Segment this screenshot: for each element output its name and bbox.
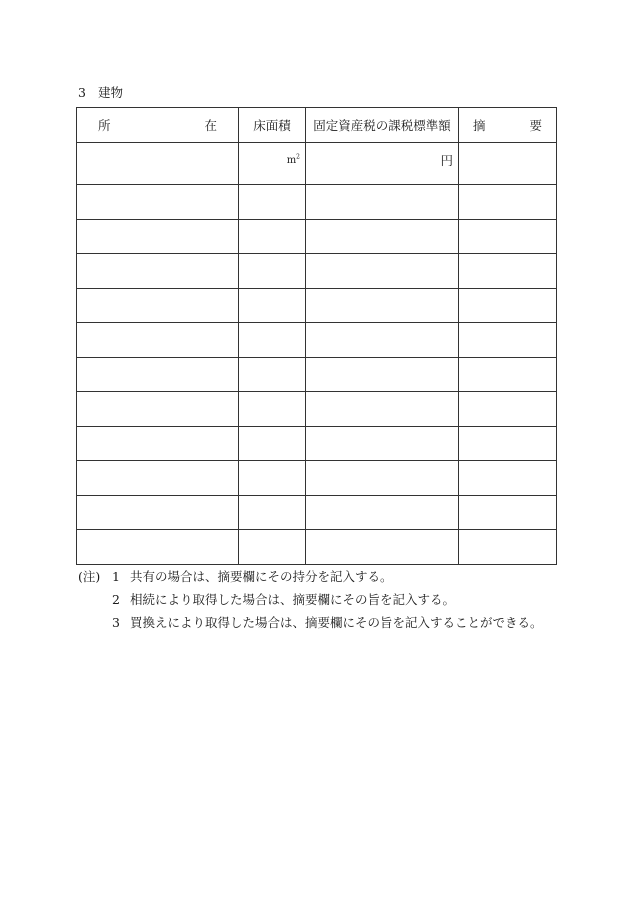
location-cell[interactable] [77,142,239,185]
floor-area-cell[interactable] [239,530,306,565]
tax-base-cell[interactable] [306,142,459,185]
header-summary-1: 摘 [473,117,486,133]
note-number: 1 [112,569,120,584]
floor-area-cell[interactable] [239,254,306,289]
summary-cell[interactable] [459,254,557,289]
floor-area-cell[interactable] [239,426,306,461]
table-row [77,185,557,220]
location-cell[interactable] [77,461,239,496]
summary-cell[interactable] [459,357,557,392]
table-row [77,219,557,254]
tax-base-cell[interactable] [306,530,459,565]
section-number: 3 [78,85,86,100]
floor-area-cell[interactable] [239,219,306,254]
tax-base-cell[interactable] [306,495,459,530]
tax-base-cell[interactable] [306,357,459,392]
tax-base-cell[interactable] [306,323,459,358]
building-table [76,107,557,565]
summary-cell[interactable] [459,426,557,461]
area-unit: $m^2$ [286,153,300,166]
tax-base-cell[interactable] [306,185,459,220]
floor-area-cell[interactable] [239,461,306,496]
header-location-1: 所 [98,117,111,133]
tax-base-cell[interactable] [306,392,459,427]
location-cell[interactable] [77,323,239,358]
location-cell[interactable] [77,426,239,461]
summary-cell[interactable] [459,495,557,530]
location-cell[interactable] [77,219,239,254]
note-item [78,588,543,611]
header-summary-2: 要 [529,117,542,133]
floor-area-cell[interactable] [239,357,306,392]
tax-base-cell[interactable] [306,461,459,496]
section-label: 建物 [97,85,123,100]
table-row [77,254,557,289]
location-cell[interactable] [77,254,239,289]
table-row [77,495,557,530]
summary-cell[interactable] [459,185,557,220]
header-row [77,108,557,143]
summary-cell[interactable] [459,219,557,254]
section-title [78,83,123,101]
location-cell[interactable] [77,530,239,565]
note-text: 共有の場合は、摘要欄にその持分を記入する。 [130,569,393,584]
table-row [77,461,557,496]
summary-cell[interactable] [459,288,557,323]
summary-cell[interactable] [459,530,557,565]
table-row [77,426,557,461]
table-row [77,288,557,323]
table-row [77,392,557,427]
note-item [78,565,543,588]
header-tax-base: 固定資産税の課税標準額 [306,108,459,143]
header-floor-area: 床面積 [239,108,306,143]
note-number: 3 [112,615,120,630]
summary-cell[interactable] [459,392,557,427]
notes-label: (注) [78,569,101,584]
table-row [77,357,557,392]
tax-base-cell[interactable] [306,219,459,254]
summary-cell[interactable] [459,142,557,185]
location-cell[interactable] [77,357,239,392]
table-row [77,142,557,185]
floor-area-cell[interactable] [239,142,306,185]
note-number: 2 [112,592,120,607]
floor-area-cell[interactable] [239,288,306,323]
note-text: 買換えにより取得した場合は、摘要欄にその旨を記入することができる。 [130,615,543,630]
floor-area-cell[interactable] [239,323,306,358]
yen-unit: 円 [440,152,453,168]
floor-area-cell[interactable] [239,185,306,220]
location-cell[interactable] [77,288,239,323]
floor-area-cell[interactable] [239,392,306,427]
tax-base-cell[interactable] [306,426,459,461]
tax-base-cell[interactable] [306,254,459,289]
note-text: 相続により取得した場合は、摘要欄にその旨を記入する。 [130,592,456,607]
tax-base-cell[interactable] [306,288,459,323]
header-location [77,108,239,143]
location-cell[interactable] [77,392,239,427]
floor-area-cell[interactable] [239,495,306,530]
header-summary [459,108,557,143]
location-cell[interactable] [77,185,239,220]
location-cell[interactable] [77,495,239,530]
table-row [77,530,557,565]
summary-cell[interactable] [459,461,557,496]
table-row [77,323,557,358]
header-location-2: 在 [204,117,217,133]
notes [78,565,543,634]
summary-cell[interactable] [459,323,557,358]
note-item [78,611,543,634]
